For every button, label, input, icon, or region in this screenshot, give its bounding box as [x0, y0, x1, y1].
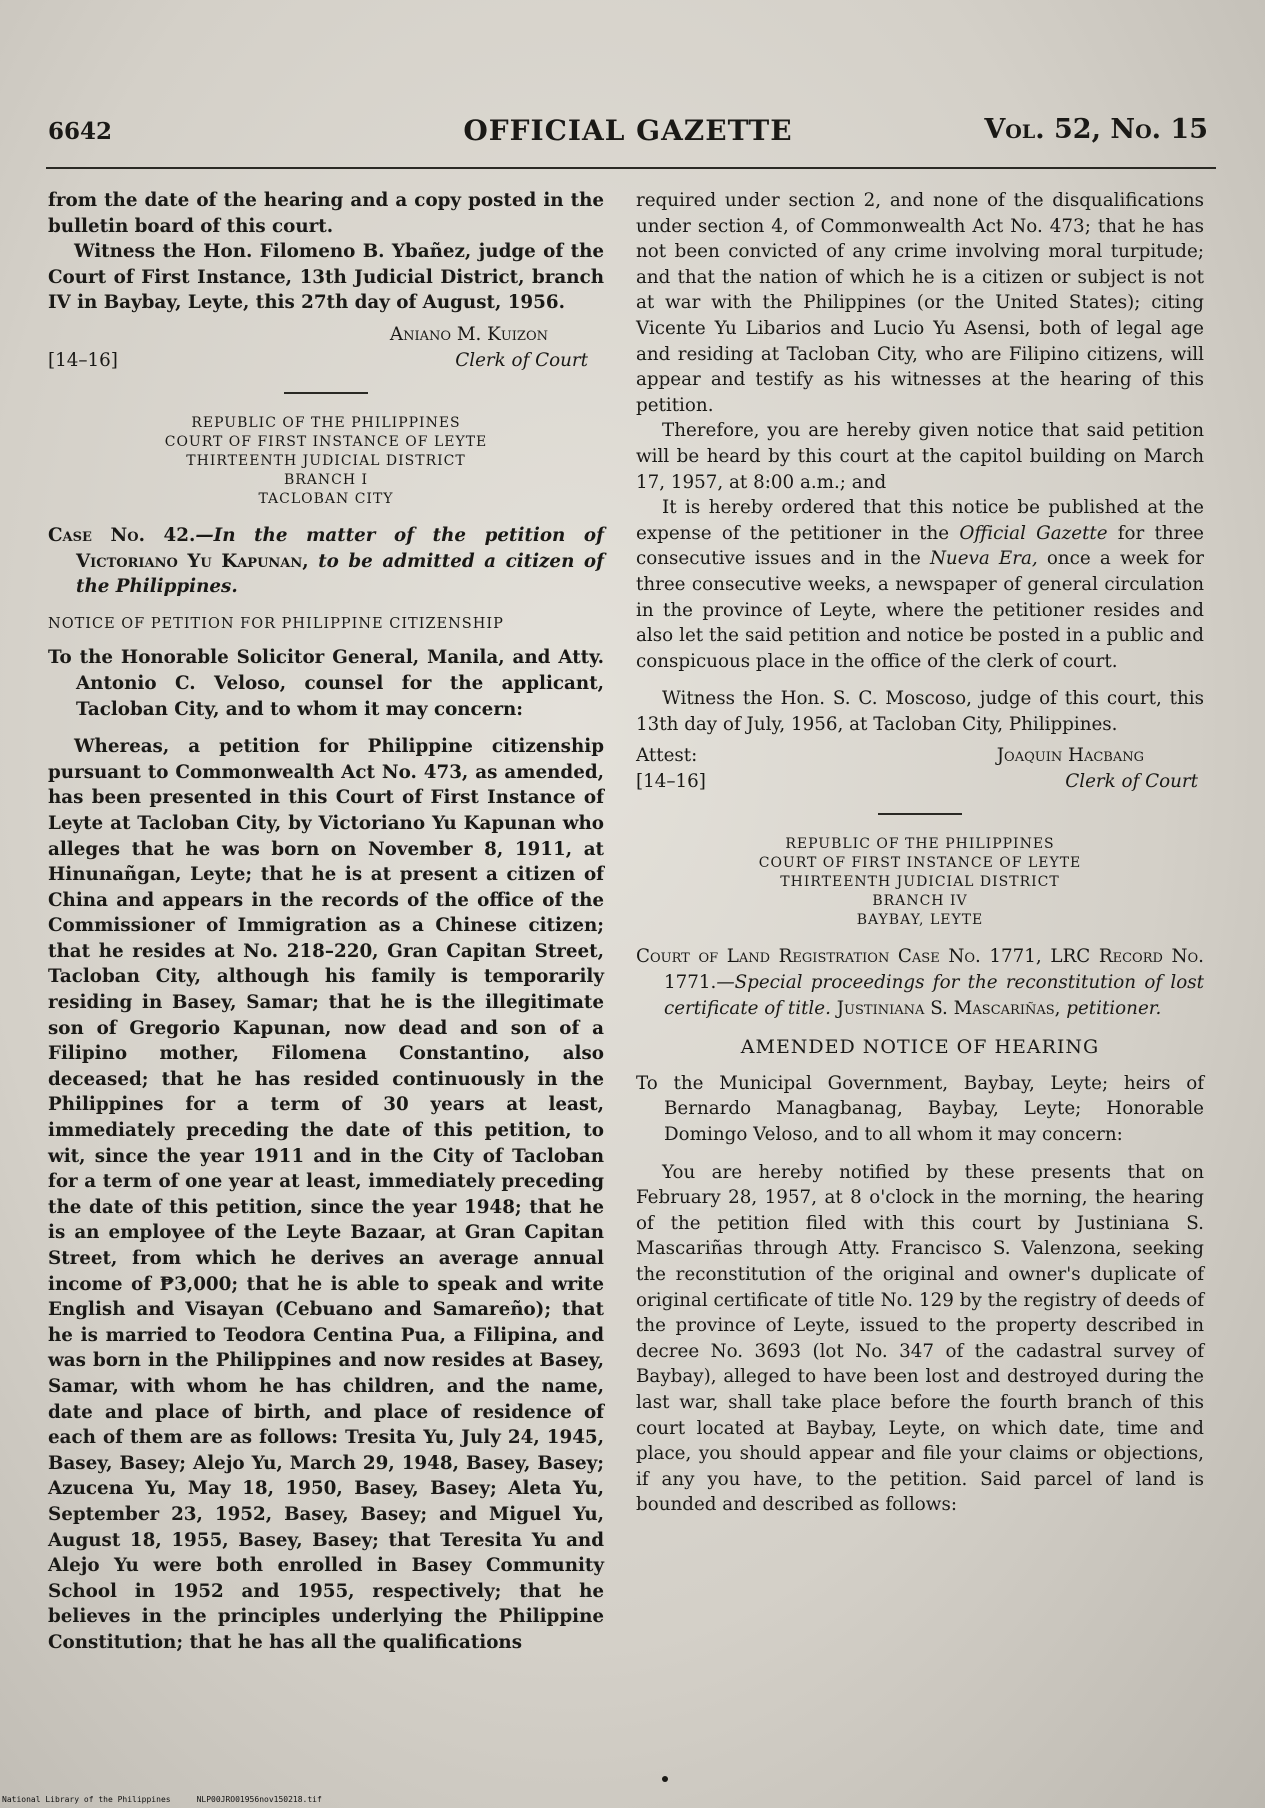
addressees-paragraph: To the Municipal Government, Baybay, Leyte; heirs of Bernardo Managbanag, Baybay, Leyte; Honorable Domingo Veloso, and to all whom it may concern:: [636, 1072, 1204, 1146]
court-line: COURT OF FIRST INSTANCE OF LEYTE: [758, 855, 1082, 872]
attest-label: Attest:: [636, 745, 698, 767]
right-witness-paragraph: Witness the Hon. S. C. Moscoso, judge of this court, this 13th day of July, 1956, at Tacloban City, Philippines.: [636, 688, 1204, 735]
therefore-paragraph: Therefore, you are hereby given notice that said petition will be heard by this court at the capitol building on March 17, 1957, at 8:00 a.m.; and: [636, 420, 1204, 493]
issue-code: [14–16]: [48, 349, 118, 371]
whereas-paragraph: Whereas, a petition for Philippine citizenship pursuant to Commonwealth Act No. 473, as amended, has been presented in this Court of First Instance of Leyte at Tacloban City, by Victoriano Yu Kapunan who alleges that he was born on November 8, 1911, at Hinunañgan, Leyte; that he is at present a citizen of China and appears in the records of the office of the Commissioner of Immigration as a Chinese citizen; that he resides at No. 218–220, Gran Capitan Street, Tacloban City, although his family is temporarily residing in Basey, Samar; that he is the illegitimate son of Gregorio Kapunan, now dead and son of a Filipino mother, Filomena Constantino, also deceased; that he has resided continuously in the Philippines for a term of 30 years at least, immediately preceding the date of this petition, to wit, since the year 1911 and in the City of Tacloban for a term of one year at least, immediately preceding the date of this petition, since the year 1948; that he is an employee of the Leyte Bazaar, at Gran Capitan Street, from which he derives an average annual income of ₱3,000; that he is able to speak and write English and Visayan (Cebuano and Samareño); that he is married to Teodora Centina Pua, a Filipina, and was born in the Philippines and now resides at Basey, Samar, with whom he has children, and the name, date and place of birth, and place of residence of each of them are as follows: Tresita Yu, July 24, 1945, Basey, Basey; Alejo Yu, March 29, 1948, Basey, Basey; Azucena Yu, May 18, 1950, Basey, Basey; Aleta Yu, September 23, 1952, Basey, Basey; and Miguel Yu, August 18, 1955, Basey, Basey; that Teresita Yu and Alejo Yu were both enrolled in Basey Community School in 1952 and 1955, respectively; that he believes in the principles underlying the Philippine Constitution; that he has all the qualifications: [48, 736, 604, 1653]
notice-title: AMENDED NOTICE OF HEARING: [740, 1036, 1100, 1059]
section-divider: [284, 392, 368, 394]
order-text-c: once a week for three consecutive weeks, a newspaper of general circulation in the province of Leyte, where the petitioner resides and also let the said petition and notice be posted in a public and conspicuous place in the office of the clerk of court.: [636, 548, 1204, 672]
page-dot: [662, 1776, 668, 1782]
case-label: Case No. 42.: [48, 524, 196, 546]
clerk-role: Clerk of Court: [455, 349, 588, 371]
publication-title: OFFICIAL GAZETTE: [463, 114, 793, 147]
case-tail: petitioner.: [1066, 997, 1162, 1019]
notice-title: NOTICE OF PETITION FOR PHILIPPINE CITIZENSHIP: [48, 615, 504, 632]
clerk-role: Clerk of Court: [1065, 771, 1198, 793]
issue-code: [14–16]: [636, 771, 706, 793]
order-gazette: Official Gazette: [959, 522, 1108, 544]
case-caption: [636, 944, 1204, 1021]
case-text: —In the matter of the petition of: [195, 524, 604, 546]
court-line: BAYBAY, LEYTE: [856, 912, 984, 929]
case-text: —Special proceedings for the reconstitution of lost certificate of title.: [664, 972, 1204, 1019]
order-text-b: for three consecutive issues and in the: [636, 522, 1204, 570]
scan-footer: [2, 1795, 348, 1804]
court-line: REPUBLIC OF THE PHILIPPINES: [785, 836, 1055, 853]
left-column: [48, 188, 604, 1656]
court-line: COURT OF FIRST INSTANCE OF LEYTE: [164, 433, 488, 450]
volume-number: Vol. 52, No. 15: [984, 114, 1208, 145]
section-divider: [878, 813, 962, 815]
left-witness-paragraph: Witness the Hon. Filomeno B. Ybañez, judge of the Court of First Instance, 13th Judicial District, branch IV in Baybay, Leyte, this 27th day of August, 1956.: [48, 241, 604, 314]
page-number: 6642: [48, 118, 113, 145]
publication-order-paragraph: [636, 495, 1204, 674]
court-line: BRANCH I: [283, 471, 369, 488]
order-nueva-era: Nueva Era,: [929, 548, 1038, 570]
case-label: Court of Land Registration Case No. 1771, LRC Record No. 1771.: [636, 946, 1204, 994]
court-line: TACLOBAN CITY: [258, 490, 394, 507]
order-text-a: It is hereby ordered that this notice be published at the expense of the petitioner in the: [636, 497, 1204, 544]
header-rule: [46, 167, 1216, 169]
left-intro-paragraph: from the date of the hearing and a copy posted in the bulletin board of this court.: [48, 190, 604, 237]
clerk-name: Joaquin Hacbang: [996, 745, 1144, 767]
addressees-paragraph: To the Honorable Solicitor General, Manila, and Atty. Antonio C. Veloso, counsel for the applicant, Tacloban City, and to whom it may concern:: [48, 647, 604, 720]
right-signature-block: [636, 743, 1204, 797]
court-line: THIRTEENTH JUDICIAL DISTRICT: [780, 874, 1060, 891]
court-line: BRANCH IV: [872, 893, 968, 910]
page-header: [48, 114, 1208, 158]
clerk-name: Aniano M. Kuizon: [389, 323, 548, 345]
hearing-notice-paragraph: You are hereby notified by these presents that on February 28, 1957, at 8 o'clock in the morning, the hearing of the petition filed with this court by Justiniana S. Mascariñas through Atty. Francisco S. Valenzona, seeking the reconstitution of the original and owner's duplicate of original certificate of title No. 129 by the registry of deeds of the province of Leyte, issued to the property described in decree No. 3693 (lot No. 347 of the cadastral survey of Baybay), alleged to have been lost and destroyed during the last war, shall take place before the fourth branch of this court located at Baybay, Leyte, on which date, time and place, you should appear and file your claims or objections, if any you have, to the petition. Said parcel of land is bounded and described as follows:: [636, 1161, 1204, 1516]
case-caption: [48, 523, 604, 600]
petitioner-name: Victoriano Yu Kapunan,: [76, 550, 309, 572]
court-heading: [48, 414, 604, 509]
right-column: [636, 188, 1204, 1518]
petitioner-name: Justiniana S. Mascariñas,: [836, 997, 1061, 1019]
library-name: National Library of the Philippines: [2, 1795, 171, 1804]
continuation-paragraph: required under section 2, and none of the disqualifications under section 4, of Commonwealth Act No. 473; that he has not been convicted of any crime involving moral turpitude; and that the nation of which he is a citizen or subject is not at war with the Philippines (or the United States); citing Vicente Yu Libarios and Lucio Yu Asensi, both of legal age and residing at Tacloban City, who are Filipino citizens, will appear and testify as his witnesses at the hearing of this petition.: [636, 190, 1204, 416]
file-name: NLP00JRO01956nov150218.tif: [196, 1795, 322, 1804]
left-signature-block: [48, 322, 604, 376]
court-line: THIRTEENTH JUDICIAL DISTRICT: [186, 452, 466, 469]
court-heading: [636, 835, 1204, 930]
court-line: REPUBLIC OF THE PHILIPPINES: [191, 414, 461, 431]
case-tail: to be admitted a citizen of the Philippines.: [76, 550, 604, 598]
